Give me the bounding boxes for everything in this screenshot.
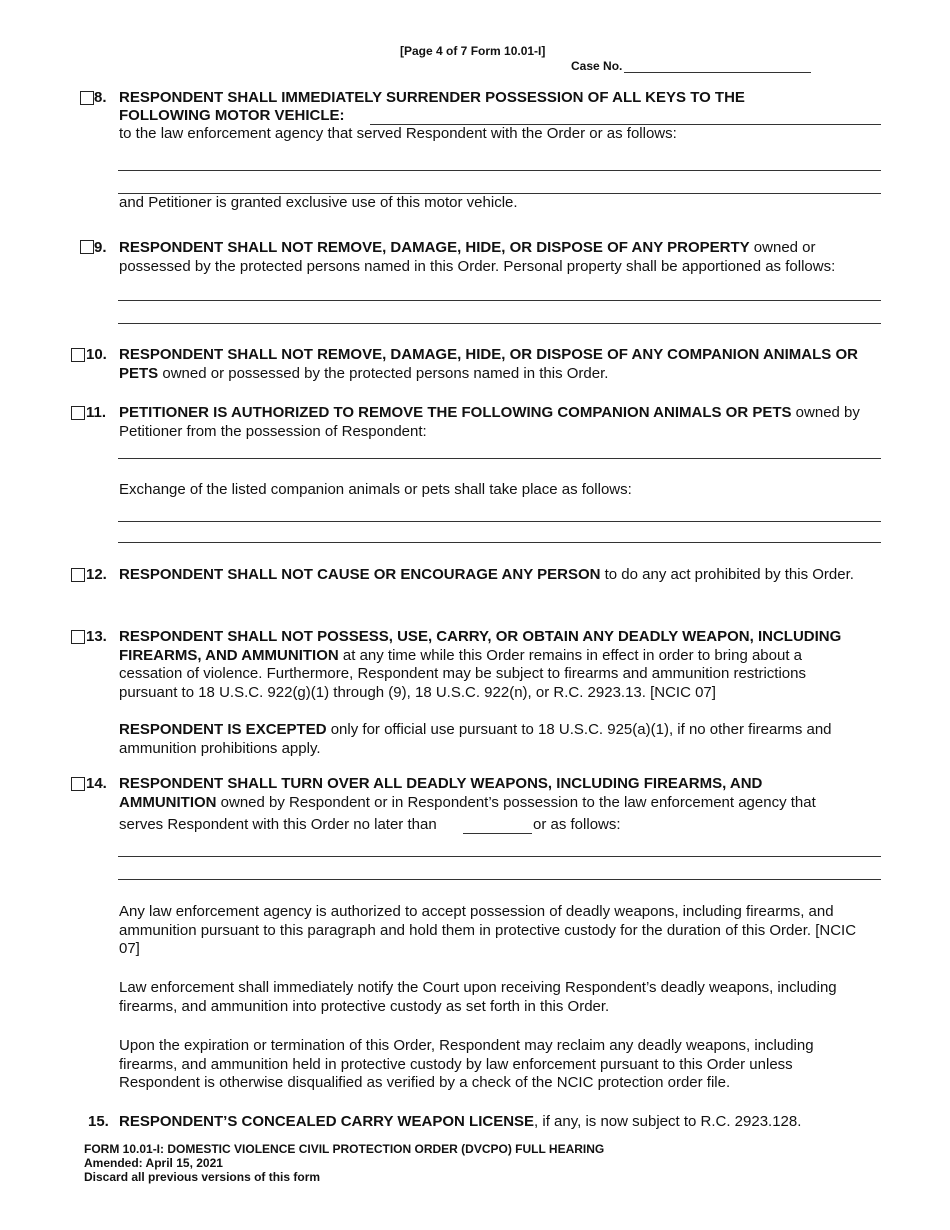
item-11-checkbox[interactable] (71, 406, 85, 420)
item-11-line-3[interactable] (118, 542, 881, 543)
item-8-title-line1: RESPONDENT SHALL IMMEDIATELY SURRENDER POSSESSION OF ALL KEYS TO THE (119, 89, 745, 106)
item-8-line-1[interactable] (118, 170, 881, 171)
item-11-rest: owned by Petitioner from the possession of Respondent: (119, 404, 860, 440)
footer-amended: Amended: April 15, 2021 (84, 1156, 223, 1170)
item-14-line-2[interactable] (118, 879, 881, 880)
item-8-checkbox[interactable] (80, 91, 94, 105)
item-14-text (119, 775, 854, 812)
item-11-text (119, 404, 879, 441)
item-10-number: 10. (86, 346, 107, 363)
item-12-number: 12. (86, 566, 107, 583)
item-14-bold: RESPONDENT SHALL TURN OVER ALL DEADLY WEAPONS, INCLUDING FIREARMS, AND AMMUNITION (119, 775, 763, 811)
item-8-text2: and Petitioner is granted exclusive use of this motor vehicle. (119, 194, 518, 211)
item-12-checkbox[interactable] (71, 568, 85, 582)
item-12-rest: to do any act prohibited by this Order. (600, 566, 854, 583)
item-8-text1: to the law enforcement agency that served Respondent with the Order or as follows: (119, 125, 677, 142)
item-12-text (119, 566, 864, 585)
item-13-except-bold: RESPONDENT IS EXCEPTED (119, 721, 327, 738)
item-11-bold: PETITIONER IS AUTHORIZED TO REMOVE THE FOLLOWING COMPANION ANIMALS OR PETS (119, 404, 792, 421)
item-10-bold: RESPONDENT SHALL NOT REMOVE, DAMAGE, HIDE, OR DISPOSE OF ANY COMPANION ANIMALS OR PETS (119, 346, 858, 382)
item-13-rest: at any time while this Order remains in effect in order to bring about a cessation of violence. Furthermore, Respondent may be subject to firearms and ammunition restrictions pursuant to 18 U.S.C. 922(g)(1) through (9), 18 U.S.C. 922(n), or R.C. 2923.13. [NCIC 07] (119, 646, 806, 701)
item-8-number: 8. (94, 89, 107, 106)
item-9-number: 9. (94, 239, 107, 256)
item-13-text (119, 628, 867, 702)
item-9-bold: RESPONDENT SHALL NOT REMOVE, DAMAGE, HIDE, OR DISPOSE OF ANY PROPERTY (119, 239, 750, 256)
item-13-exception (119, 721, 879, 758)
item-9-checkbox[interactable] (80, 240, 94, 254)
item-10-rest: owned or possessed by the protected persons named in this Order. (158, 364, 609, 382)
item-14-deadline-text: serves Respondent with this Order no later than (119, 816, 437, 833)
item-14-line-1[interactable] (118, 856, 881, 857)
item-10-checkbox[interactable] (71, 348, 85, 362)
item-13-bold: RESPONDENT SHALL NOT POSSESS, USE, CARRY, OR OBTAIN ANY DEADLY WEAPON, INCLUDING FIREARMS, AND AMMUNITION (119, 628, 842, 664)
footer-form-title: FORM 10.01-I: DOMESTIC VIOLENCE CIVIL PROTECTION ORDER (DVCPO) FULL HEARING (84, 1142, 605, 1156)
item-9-text (119, 239, 879, 276)
item-14-para1: Any law enforcement agency is authorized to accept possession of deadly weapons, including firearms, and ammunition pursuant to this paragraph and hold them in protective custody for the duration of this Order. [NCIC 07] (119, 903, 857, 957)
item-15-text (119, 1113, 801, 1132)
item-15-number: 15. (88, 1113, 109, 1130)
footer-discard: Discard all previous versions of this form (84, 1170, 321, 1184)
item-15-rest: , if any, is now subject to R.C. 2923.128. (534, 1113, 802, 1130)
item-14-deadline-field[interactable] (463, 833, 532, 834)
item-14-rest: owned by Respondent or in Respondent’s possession to the law enforcement agency that (216, 793, 816, 811)
item-9-line-1[interactable] (118, 300, 881, 301)
item-9-line-2[interactable] (118, 323, 881, 324)
item-13-checkbox[interactable] (71, 630, 85, 644)
item-11-line-1[interactable] (118, 458, 881, 459)
item-10-text (119, 346, 879, 383)
item-11-number: 11. (86, 404, 107, 421)
item-14-checkbox[interactable] (71, 777, 85, 791)
item-14-number: 14. (86, 775, 107, 792)
page-label: [Page 4 of 7 Form 10.01-I] (400, 44, 546, 58)
item-11-exchange: Exchange of the listed companion animals or pets shall take place as follows: (119, 481, 632, 498)
item-13-except-rest: only for official use pursuant to 18 U.S.C. 925(a)(1), if no other firearms and ammunition prohibitions apply. (119, 721, 832, 757)
item-13-number: 13. (86, 628, 107, 645)
item-15-bold: RESPONDENT’S CONCEALED CARRY WEAPON LICENSE (119, 1113, 535, 1130)
item-14-or-as-follows: or as follows: (533, 816, 621, 833)
case-number-field[interactable] (624, 72, 811, 73)
item-12-bold: RESPONDENT SHALL NOT CAUSE OR ENCOURAGE ANY PERSON (119, 566, 601, 583)
item-11-line-2[interactable] (118, 521, 881, 522)
item-14-para3: Upon the expiration or termination of this Order, Respondent may reclaim any deadly weapons, including firearms, and ammunition held in protective custody by law enforcement pursuant to this Order unless Respondent is otherwise disqualified as verified by a check of the NCIC protection order file. (119, 1037, 814, 1091)
item-9-rest: owned or possessed by the protected persons named in this Order. Personal property shall be apportioned as follows: (119, 239, 836, 275)
case-number-label: Case No. (571, 59, 623, 73)
item-14-para2: Law enforcement shall immediately notify the Court upon receiving Respondent’s deadly weapons, including firearms, and ammunition into protective custody as set forth in this Order. (119, 979, 837, 1015)
item-8-title-line2: FOLLOWING MOTOR VEHICLE: (119, 107, 345, 124)
